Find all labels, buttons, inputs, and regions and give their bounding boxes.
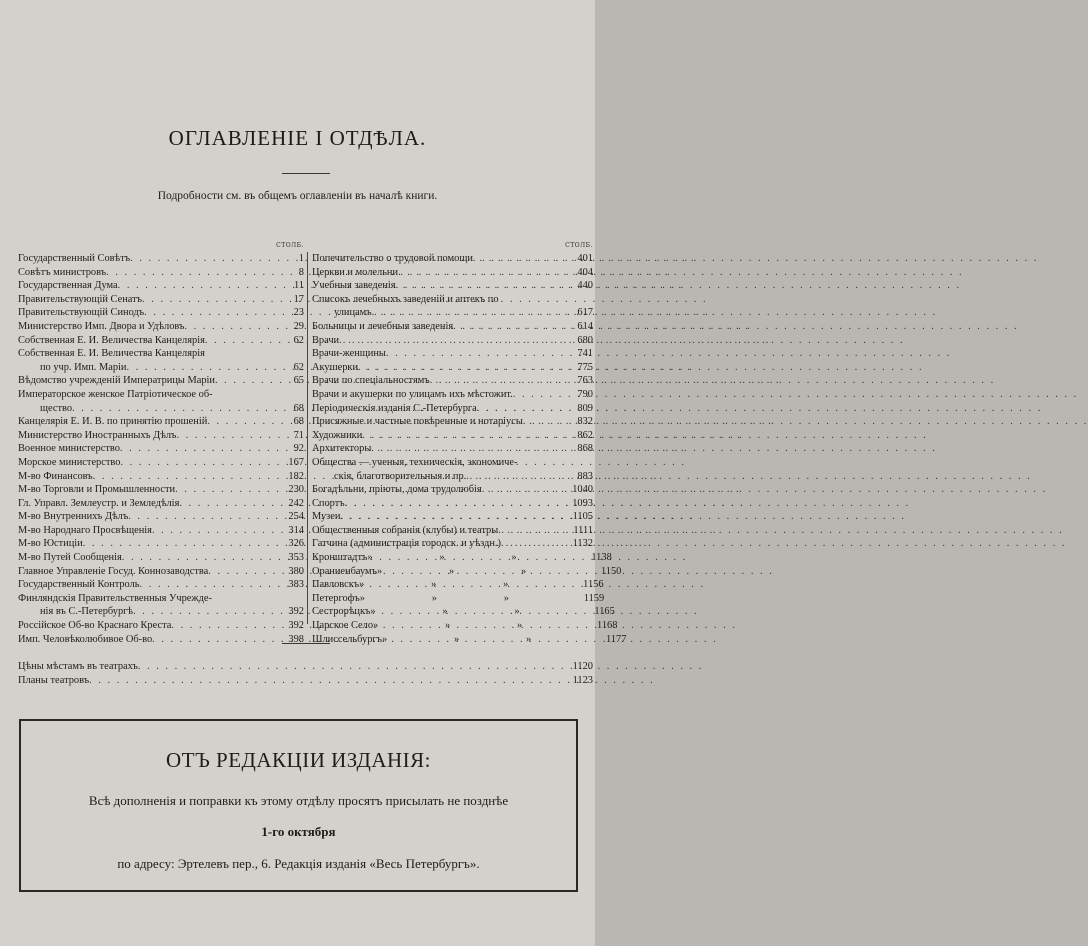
toc-entry-page: 380 <box>288 565 304 577</box>
toc-entry <box>18 361 304 375</box>
toc-entry-label: Больницы и лечебныя заведенiя <box>312 320 454 332</box>
toc-entry <box>18 551 304 565</box>
toc-entry <box>312 415 593 429</box>
page-title: ОГЛАВЛЕНIЕ I ОТДѢЛА. <box>168 126 427 150</box>
toc-entry <box>312 442 593 456</box>
toc-entry <box>18 374 304 388</box>
dot-leader <box>138 660 571 674</box>
dot-leader <box>130 252 297 266</box>
toc-entry <box>312 578 604 592</box>
toc-entry-page: 17 <box>293 293 304 305</box>
toc-entry <box>312 429 593 443</box>
toc-entry-page: 1123 <box>572 674 593 686</box>
toc-entry-page: 242 <box>288 497 304 509</box>
toc-entry <box>312 483 593 497</box>
ditto-mark: » <box>431 579 437 591</box>
toc-entry <box>18 470 304 484</box>
toc-entry-label: Врачи <box>312 334 340 346</box>
toc-entry <box>18 442 304 456</box>
toc-entry-page: 1168 <box>597 620 618 632</box>
dot-leader <box>184 320 291 334</box>
toc-entry-label: Ораниенбаумъ <box>312 565 377 577</box>
dot-leader <box>133 605 286 619</box>
toc-entry-label: Общественныя собранiя (клубы) и театры <box>312 524 499 536</box>
ditto-mark: » <box>439 552 445 564</box>
toc-entry-page: 65 <box>293 375 304 387</box>
toc-entry-label: Главное Управленiе Госуд. Коннозаводства <box>18 565 209 577</box>
toc-entry <box>312 633 627 647</box>
toc-entry-label: Министерство Имп. Двора и Удѣловъ <box>18 320 185 332</box>
toc-entry-label: Врачи-женщины <box>312 348 386 360</box>
toc-entry-page: 62 <box>293 334 304 346</box>
toc-entry <box>18 660 593 674</box>
toc-entry-label: Россiйское Об-во Краснаго Креста <box>18 620 172 632</box>
toc-entry <box>18 429 304 443</box>
toc-entry-page: 1132 <box>572 538 593 550</box>
toc-entry-label: Списокъ лечебныхъ заведенiй и аптекъ по <box>312 293 499 305</box>
dot-leader <box>122 551 287 565</box>
toc-entry-label: Присяжные и частные повѣренные и нотарiусы <box>312 416 523 428</box>
toc-entry <box>18 605 304 619</box>
toc-entry-page: 1150 <box>600 565 622 577</box>
toc-entry <box>18 334 304 348</box>
toc-entry-label: Совѣтъ министровъ <box>18 266 107 278</box>
toc-entry <box>18 456 304 470</box>
toc-entry <box>18 320 304 334</box>
toc-entry-page: 230 <box>288 484 304 496</box>
toc-entry-page: 68 <box>293 416 304 428</box>
toc-entry <box>312 320 593 334</box>
dot-leader <box>482 483 571 497</box>
toc-entry-label: М-во Путей Сообщенiя <box>18 552 122 564</box>
toc-entry-page: 1111 <box>573 524 593 536</box>
toc-entry <box>18 619 304 633</box>
toc-entry-label: М-во Внутреннихъ Дѣлъ <box>18 511 129 523</box>
ditto-mark: » <box>382 633 388 645</box>
ditto-mark: » <box>370 606 376 618</box>
title-rule <box>282 173 330 174</box>
toc-entry-page: 1165 <box>594 606 615 618</box>
toc-entry-label: Архитекторы <box>312 443 372 455</box>
page-subtitle: Подробности см. въ общемъ оглавленiи въ началѣ книги. <box>157 190 438 202</box>
toc-entry-label: Собственная Е. И. Величества Канцелярiя <box>18 334 205 346</box>
toc-entry-page: 1105 <box>572 511 593 523</box>
dot-leader <box>176 429 291 443</box>
ditto-mark: » <box>445 620 451 632</box>
toc-entry-label: Кронштадтъ <box>312 552 368 564</box>
toc-entry-page: 29 <box>293 320 304 332</box>
dot-leader <box>513 388 576 402</box>
toc-entry-label: Вѣдомство учрежденiй Императрицы Марiи <box>18 375 215 387</box>
toc-entry <box>312 361 593 375</box>
toc-entry-label: Гатчина (администрацiя городск. и уѣздн.) <box>312 538 501 550</box>
toc-entry-page: 1 <box>298 253 304 264</box>
toc-entry <box>312 497 593 511</box>
toc-entry <box>18 510 304 524</box>
toc-entry-label: Гл. Управл. Землеустр. и Земледѣлiя <box>18 497 180 509</box>
toc-entry-page: 862 <box>577 429 593 441</box>
toc-entry-page: 23 <box>293 307 304 319</box>
dot-leader <box>83 537 287 551</box>
toc-entry-label: Государственная Дума <box>18 280 118 292</box>
toc-entry <box>312 565 622 579</box>
dot-leader <box>215 374 292 388</box>
toc-entry-page: 1040 <box>572 484 593 496</box>
toc-entry <box>312 334 593 348</box>
toc-entry-label: Павловскъ <box>312 579 360 591</box>
toc-entry <box>312 510 593 524</box>
ditto-mark: » <box>503 579 509 591</box>
notice-deadline: 1-го октября <box>261 824 336 839</box>
dot-leader <box>140 578 287 592</box>
toc-entry <box>312 619 618 633</box>
editorial-notice-box <box>19 719 578 892</box>
ditto-mark: » <box>511 552 517 564</box>
toc-entry <box>312 252 593 266</box>
toc-entry-page: 314 <box>288 524 304 536</box>
toc-entry-label: М-во Народнаго Просвѣщенiя <box>18 524 152 536</box>
dot-leader <box>152 524 286 538</box>
toc-entry-page: 392 <box>288 620 304 632</box>
toc-entry-page: 8 <box>298 266 304 278</box>
toc-entry-label: Сестрорѣцкъ <box>312 606 371 618</box>
dot-leader <box>473 252 576 266</box>
toc-entry-label: Финляндскiя Правительственныя Учрежде- <box>18 592 212 604</box>
column-divider <box>307 252 308 624</box>
toc-entry-label: Перiодическiя изданiя С.-Петербурга <box>312 402 477 414</box>
toc-entry-label: Спортъ <box>312 497 345 509</box>
dot-leader <box>127 361 292 375</box>
toc-entry-page: 790 <box>577 388 593 400</box>
toc-entry <box>18 537 304 551</box>
toc-entry-page: 680 <box>577 334 593 346</box>
toc-entry-page: 614 <box>577 320 593 332</box>
dot-leader <box>339 334 575 348</box>
toc-entry-page: 182 <box>288 470 304 482</box>
toc-entry <box>18 578 304 592</box>
ditto-mark: » <box>442 606 448 618</box>
dot-leader <box>372 306 576 320</box>
toc-entry-label: щество <box>40 402 73 414</box>
dot-leader <box>358 361 575 375</box>
toc-entry-page: 401 <box>577 253 593 264</box>
toc-entry-label: улицамъ <box>334 307 372 319</box>
dot-leader <box>430 374 576 388</box>
toc-entry-label: скiя, благотворительныя и пр. <box>334 470 467 482</box>
toc-entry-page: 383 <box>288 579 304 591</box>
toc-entry-label: Акушерки <box>312 361 359 373</box>
toc-right-column <box>312 240 627 646</box>
toc-entry <box>18 483 304 497</box>
toc-entry-page: 392 <box>288 606 304 618</box>
toc-entry-page: 741 <box>577 348 593 360</box>
toc-entry <box>18 252 304 266</box>
toc-entry-label: Министерство Иностранныхъ Дѣлъ <box>18 429 177 441</box>
ditto-mark: » <box>359 592 365 604</box>
dot-leader <box>362 429 575 443</box>
toc-entry-label: Попечительство о трудовой помощи <box>312 253 473 264</box>
section-rule <box>282 643 330 644</box>
column-header: СТОЛБ. <box>565 242 593 249</box>
toc-entry-label: нiя въ С.-Петербургѣ <box>40 606 134 618</box>
toc-entry-label: Военное министерство <box>18 443 120 455</box>
ditto-mark: » <box>517 620 523 632</box>
toc-entry-page: 398 <box>288 633 304 645</box>
toc-entry-page: 1156 <box>583 579 604 591</box>
dot-leader <box>72 402 292 416</box>
toc-entry <box>312 279 593 293</box>
dot-leader <box>208 565 286 579</box>
dot-leader <box>118 279 292 293</box>
toc-entry-label: М-во Торговли и Промышленности <box>18 484 176 496</box>
dot-leader <box>120 456 286 470</box>
toc-entry <box>312 306 593 320</box>
dot-leader <box>175 483 286 497</box>
dot-leader <box>398 266 575 280</box>
toc-entry-label: Морское министерство <box>18 456 121 468</box>
toc-entry <box>312 388 593 402</box>
notice-title: ОТЪ РЕДАКЦIИ ИЗДАНIЯ: <box>165 748 432 772</box>
toc-entry-label: Шлиссельбургъ <box>312 633 383 645</box>
toc-entry-label: Художники <box>312 429 363 441</box>
toc-entry-page: 763 <box>577 375 593 387</box>
dot-leader <box>179 497 286 511</box>
ditto-mark: » <box>526 633 532 645</box>
toc-entry <box>312 347 593 361</box>
toc-entry <box>18 347 304 361</box>
dot-leader <box>93 470 287 484</box>
toc-entry <box>18 633 304 647</box>
toc-entry-label: Цѣны мѣстамъ въ театрахъ <box>18 661 138 672</box>
toc-entry-label: Императорское женское Патрiотическое об- <box>18 388 213 400</box>
toc-entry-label: по учр. Имп. Марiи <box>40 361 127 373</box>
toc-entry <box>18 524 304 538</box>
ditto-mark: » <box>376 565 383 577</box>
dot-leader <box>453 320 575 334</box>
toc-entry <box>18 388 304 402</box>
toc-entry-page: 353 <box>288 552 304 564</box>
ditto-mark: » <box>373 620 379 632</box>
dot-leader <box>498 524 571 538</box>
ditto-mark: » <box>448 565 455 577</box>
dot-leader <box>171 619 286 633</box>
toc-entry <box>312 293 593 307</box>
notice-text: Всѣ дополненiя и поправки къ этому отдѣлу просятъ присылать не позднѣе <box>88 793 509 808</box>
ditto-mark: » <box>367 552 373 564</box>
toc-entry <box>312 524 593 538</box>
toc-entry-label: Богадѣльни, прiюты, дома трудолюбiя <box>312 484 482 496</box>
dot-leader <box>396 279 576 293</box>
dot-leader <box>345 497 571 511</box>
toc-entry-label: Общества — ученыя, техническiя, экономиче- <box>312 456 518 468</box>
toc-entry-label: Врачи по спецiальностямъ <box>312 375 430 387</box>
toc-entry <box>18 592 304 606</box>
dot-leader <box>120 442 292 456</box>
toc-entry-page: 883 <box>577 470 593 482</box>
dot-leader <box>205 334 292 348</box>
toc-entry <box>18 402 304 416</box>
toc-entry-label: Музеи <box>312 511 341 523</box>
toc-entry-page: 92 <box>293 443 304 455</box>
toc-entry-page: 1177 <box>606 633 627 645</box>
dot-leader <box>152 633 286 647</box>
toc-entry-page: 167 <box>288 456 304 468</box>
toc-entries-right <box>312 252 627 646</box>
toc-entry-label: Собственная Е. И. Величества Канцелярiя <box>18 348 205 360</box>
ditto-mark: » <box>431 592 437 604</box>
toc-entry-page: 440 <box>577 280 593 292</box>
dot-leader <box>340 510 570 524</box>
toc-entry-label: Учебныя заведенiя <box>312 280 396 292</box>
toc-entry-label: Канцелярiя Е. И. В. по принятiю прошенiй <box>18 416 208 428</box>
dot-leader <box>523 415 576 429</box>
toc-entry <box>312 592 605 606</box>
toc-entry-label: Имп. Человѣколюбивое Об-во <box>18 633 153 645</box>
dot-leader <box>477 402 576 416</box>
toc-entry <box>18 279 304 293</box>
toc-entry <box>312 537 593 551</box>
toc-entry-page: 68 <box>293 402 304 414</box>
toc-entry-page: 1138 <box>591 552 612 564</box>
toc-entry <box>312 551 612 565</box>
dot-leader <box>466 470 575 484</box>
dot-leader <box>501 537 571 551</box>
toc-entry <box>312 374 593 388</box>
toc-entry-page: 809 <box>577 402 593 414</box>
toc-entry-label: Церкви и молельни <box>312 266 399 278</box>
toc-entry <box>18 415 304 429</box>
toc-entry-page: 832 <box>577 416 593 428</box>
toc-entry-label: Петергофъ <box>312 592 360 604</box>
toc-entry-label: Царское Село <box>312 620 374 632</box>
toc-entry-label: Правительствующiй Сенатъ <box>18 293 143 305</box>
toc-entry-label: М-во Финансовъ <box>18 470 93 482</box>
toc-entry-label: Врачи и акушерки по улицамъ ихъ мѣстожит. <box>312 388 513 400</box>
dot-leader <box>207 415 291 429</box>
toc-left-column <box>18 240 304 646</box>
toc-entry-page: 1120 <box>572 661 593 672</box>
toc-entry-label: Правительствующiй Синодъ <box>18 307 145 319</box>
toc-entries-left <box>18 252 304 646</box>
toc-entry <box>18 674 593 688</box>
toc-entry <box>18 565 304 579</box>
ditto-mark: » <box>454 633 460 645</box>
ditto-mark: » <box>503 592 509 604</box>
ditto-mark: » <box>520 565 527 577</box>
toc-entry-page: 1093 <box>572 497 593 509</box>
toc-entry-page: 617 <box>577 307 593 319</box>
dot-leader <box>89 674 570 688</box>
toc-entry-page: 254 <box>288 511 304 523</box>
toc-entry-page: 71 <box>293 429 304 441</box>
toc-entry-page: 62 <box>293 361 304 373</box>
toc-entry-label: М-во Юстицiи <box>18 538 83 550</box>
toc-entry-page: 1159 <box>583 592 605 604</box>
toc-entry <box>312 402 593 416</box>
toc-entry <box>18 266 304 280</box>
dot-leader <box>386 347 576 361</box>
toc-entry <box>312 605 615 619</box>
toc-entry <box>18 497 304 511</box>
toc-entry <box>312 456 593 470</box>
toc-entry-page: 326 <box>288 538 304 550</box>
toc-entry-label: Государственный Контроль <box>18 579 140 591</box>
dot-leader <box>144 306 291 320</box>
notice-address: по адресу: Эртелевъ пер., 6. Редакцiя изданiя «Весь Петербургъ». <box>117 856 480 871</box>
dot-leader <box>142 293 292 307</box>
toc-entry-page: 775 <box>577 361 593 373</box>
toc-entry-label: Планы театровъ <box>18 674 90 686</box>
toc-entry-page: 404 <box>577 266 593 278</box>
dot-leader <box>371 442 575 456</box>
toc-entry <box>18 306 304 320</box>
ditto-mark: » <box>359 579 365 591</box>
dot-leader <box>106 266 297 280</box>
toc-entry <box>18 293 304 307</box>
toc-entry-page: 868 <box>577 443 593 455</box>
toc-entry-label: Государственный Совѣтъ <box>18 253 131 264</box>
toc-entry <box>312 470 593 484</box>
toc-tail-entries <box>18 660 593 687</box>
dot-leader <box>128 510 286 524</box>
toc-entry <box>312 266 593 280</box>
ditto-mark: » <box>514 606 520 618</box>
column-header: СТОЛБ. <box>276 242 304 249</box>
toc-entry-page: 11 <box>293 280 304 292</box>
